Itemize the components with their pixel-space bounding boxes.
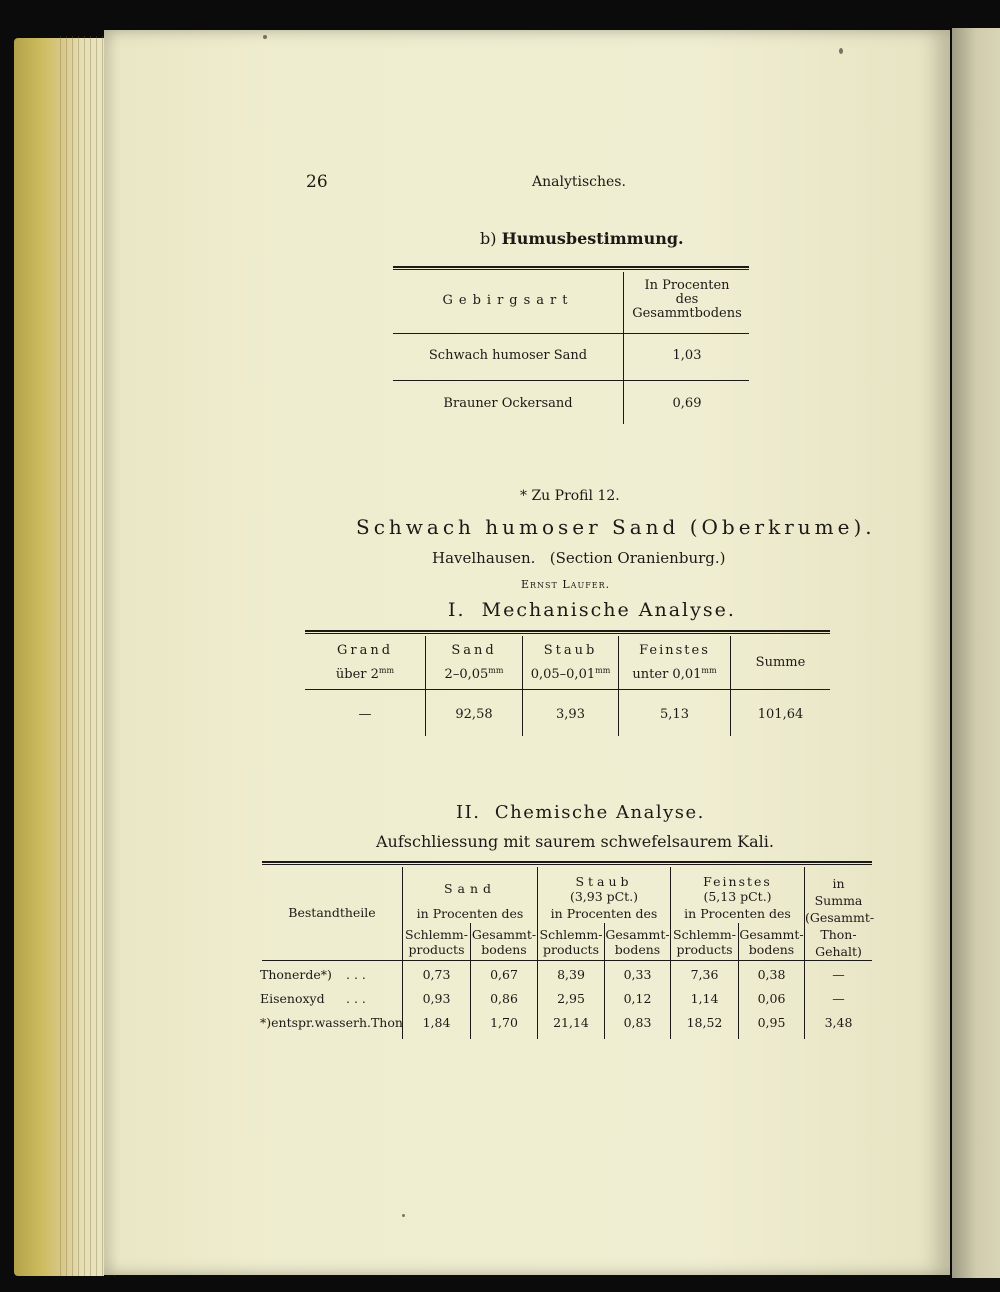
chem-row-value: 0,67	[490, 967, 518, 982]
soil-title: Schwach humoser Sand (Oberkrume).	[356, 515, 876, 539]
chem-row-value: 1,70	[490, 1015, 518, 1030]
chem-subheader-l2: products	[543, 942, 599, 957]
mech-value: 5,13	[660, 707, 689, 722]
chem-group-sub: in Procenten des	[416, 906, 524, 921]
mech-value: 3,93	[556, 707, 585, 722]
chem-subheader-l1: Gesammt-	[739, 927, 804, 942]
chem-subheader-schlemm	[403, 927, 470, 957]
chem-row-label	[260, 991, 402, 1006]
humus-row-name: Schwach humoser Sand	[428, 348, 588, 363]
chem-subheader-l1: Schlemm-	[405, 927, 468, 942]
chem-group-sand	[403, 881, 537, 921]
humus-row-value: 1,03	[672, 348, 702, 363]
chem-row-value: 21,14	[553, 1015, 589, 1030]
chem-row-dots: . . .	[346, 991, 366, 1006]
chem-subheader-l1: Gesammt-	[605, 927, 670, 942]
mechanical-table	[305, 630, 830, 736]
ink-spot	[839, 48, 843, 54]
mechanical-analysis-title: I. Mechanische Analyse.	[448, 599, 736, 621]
humus-table	[393, 266, 749, 424]
chem-row-value: 0,93	[422, 991, 451, 1006]
humus-header-gebirgsart: Gebirgsart	[442, 293, 574, 308]
chem-group-feinstes	[671, 874, 804, 921]
chem-summa-line: in	[832, 876, 845, 891]
chem-subheader-l2: bodens	[614, 942, 661, 957]
chem-row-value: 0,06	[757, 991, 786, 1006]
mech-header-unit: mm	[378, 666, 395, 675]
chemical-analysis-title: II. Chemische Analyse.	[456, 802, 705, 823]
chemical-table	[260, 861, 875, 1039]
chem-row-value: 8,39	[557, 967, 585, 982]
chem-row-value: 0,73	[422, 967, 451, 982]
chem-header-bestandtheile: Bestandtheile	[288, 905, 376, 920]
author: Ernst Laufer.	[521, 578, 611, 591]
chem-row-value: 2,95	[557, 991, 585, 1006]
chem-summa-line: Thon-	[820, 927, 857, 942]
mech-value: —	[358, 707, 372, 722]
location: Havelhausen. (Section Oranienburg.)	[432, 549, 726, 567]
mech-header-feinstes	[619, 644, 730, 682]
chem-subheader-l1: Gesammt-	[471, 927, 537, 942]
facing-page	[952, 28, 1000, 1278]
mech-header-grand	[305, 644, 425, 682]
running-head: Analytisches.	[532, 174, 626, 190]
chem-group-percent: (5,13 pCt.)	[703, 889, 772, 904]
page-number: 26	[306, 172, 328, 192]
ink-spot	[263, 35, 267, 39]
mech-header-range: unter 0,01	[632, 667, 702, 682]
chem-row-label	[260, 1015, 402, 1030]
mech-header-range: 0,05–0,01	[530, 667, 596, 682]
mech-header-unit: mm	[701, 666, 717, 675]
mech-header-unit: mm	[488, 666, 504, 675]
mech-value: 101,64	[757, 707, 804, 722]
chem-row-value: 18,52	[686, 1015, 723, 1030]
chem-row-label-text: *)entspr.wasserh.Thon	[260, 1015, 403, 1030]
mech-header-sand	[426, 644, 522, 682]
mech-header-staub	[523, 644, 618, 682]
chem-row-value: 0,33	[623, 967, 652, 982]
chem-group-label: Sand	[443, 881, 497, 896]
chem-header-summa	[805, 875, 875, 960]
chem-row-value: 0,83	[623, 1015, 652, 1030]
chem-subheader-gesammt	[605, 927, 670, 957]
mech-value: 92,58	[455, 707, 493, 722]
chem-group-sub: in Procenten des	[550, 906, 658, 921]
mech-header-label: Staub	[543, 643, 598, 658]
chem-row-value: 0,86	[490, 991, 518, 1006]
chem-subheader-gesammt	[739, 927, 804, 957]
chem-subheader-schlemm	[671, 927, 738, 957]
humus-title-prefix: b)	[480, 229, 497, 248]
chem-row-value: 0,38	[757, 967, 786, 982]
chem-subheader-schlemm	[538, 927, 604, 957]
chem-group-percent: (3,93 pCt.)	[569, 889, 639, 904]
mech-header-label: Sand	[451, 643, 497, 658]
mech-header-summe: Summe	[755, 655, 806, 670]
chem-subheader-gesammt	[471, 927, 537, 957]
ink-spot	[402, 1214, 405, 1217]
humus-title-text: Humusbestimmung.	[501, 229, 684, 248]
mech-header-label: Feinstes	[639, 643, 710, 658]
mech-header-unit: mm	[595, 666, 611, 675]
chem-summa-line: Gehalt)	[815, 944, 862, 959]
chem-summa-line: Summa	[814, 893, 863, 908]
chem-group-label: Staub	[575, 874, 633, 889]
chem-subheader-l1: Schlemm-	[539, 927, 603, 942]
chem-row-value: 7,36	[690, 967, 719, 982]
chem-row-label	[260, 967, 402, 982]
chem-row-value: 3,48	[824, 1015, 853, 1030]
chem-subheader-l2: products	[676, 942, 733, 957]
chem-row-value: 0,95	[757, 1015, 786, 1030]
humus-row-name: Brauner Ockersand	[443, 396, 573, 411]
chem-row-value: —	[832, 991, 845, 1006]
humus-header-l3: Gesammtbodens	[632, 306, 742, 321]
chemical-analysis-subtitle: Aufschliessung mit saurem schwefelsaurem Kali.	[376, 832, 774, 851]
chem-row-value: 1,84	[422, 1015, 451, 1030]
chem-row-value: 0,12	[623, 991, 652, 1006]
chem-row-label-text: Eisenoxyd	[260, 991, 325, 1006]
chem-subheader-l2: bodens	[481, 942, 527, 957]
chem-summa-line: (Gesammt-	[805, 910, 875, 925]
chem-group-staub	[538, 874, 670, 921]
chem-subheader-l1: Schlemm-	[673, 927, 736, 942]
chem-subheader-l2: bodens	[748, 942, 795, 957]
chem-row-value: 1,14	[690, 991, 719, 1006]
humus-title	[480, 229, 684, 248]
humus-header-l1: In Procenten	[644, 278, 730, 293]
humus-header-l2: des	[675, 292, 699, 307]
mech-header-label: Grand	[336, 643, 394, 658]
chem-row-value: —	[832, 967, 845, 982]
chem-row-dots: . . .	[346, 967, 366, 982]
humus-header-percent	[625, 279, 749, 321]
chem-group-label: Feinstes	[703, 874, 772, 889]
mech-header-range: über 2	[335, 667, 379, 682]
chem-subheader-l2: products	[408, 942, 465, 957]
humus-row-value: 0,69	[672, 396, 702, 411]
chem-group-sub: in Procenten des	[684, 906, 791, 921]
footnote-reference: * Zu Profil 12.	[520, 488, 620, 504]
chem-row-label-text: Thonerde*)	[260, 967, 332, 982]
mech-header-range: 2–0,05	[444, 667, 489, 682]
